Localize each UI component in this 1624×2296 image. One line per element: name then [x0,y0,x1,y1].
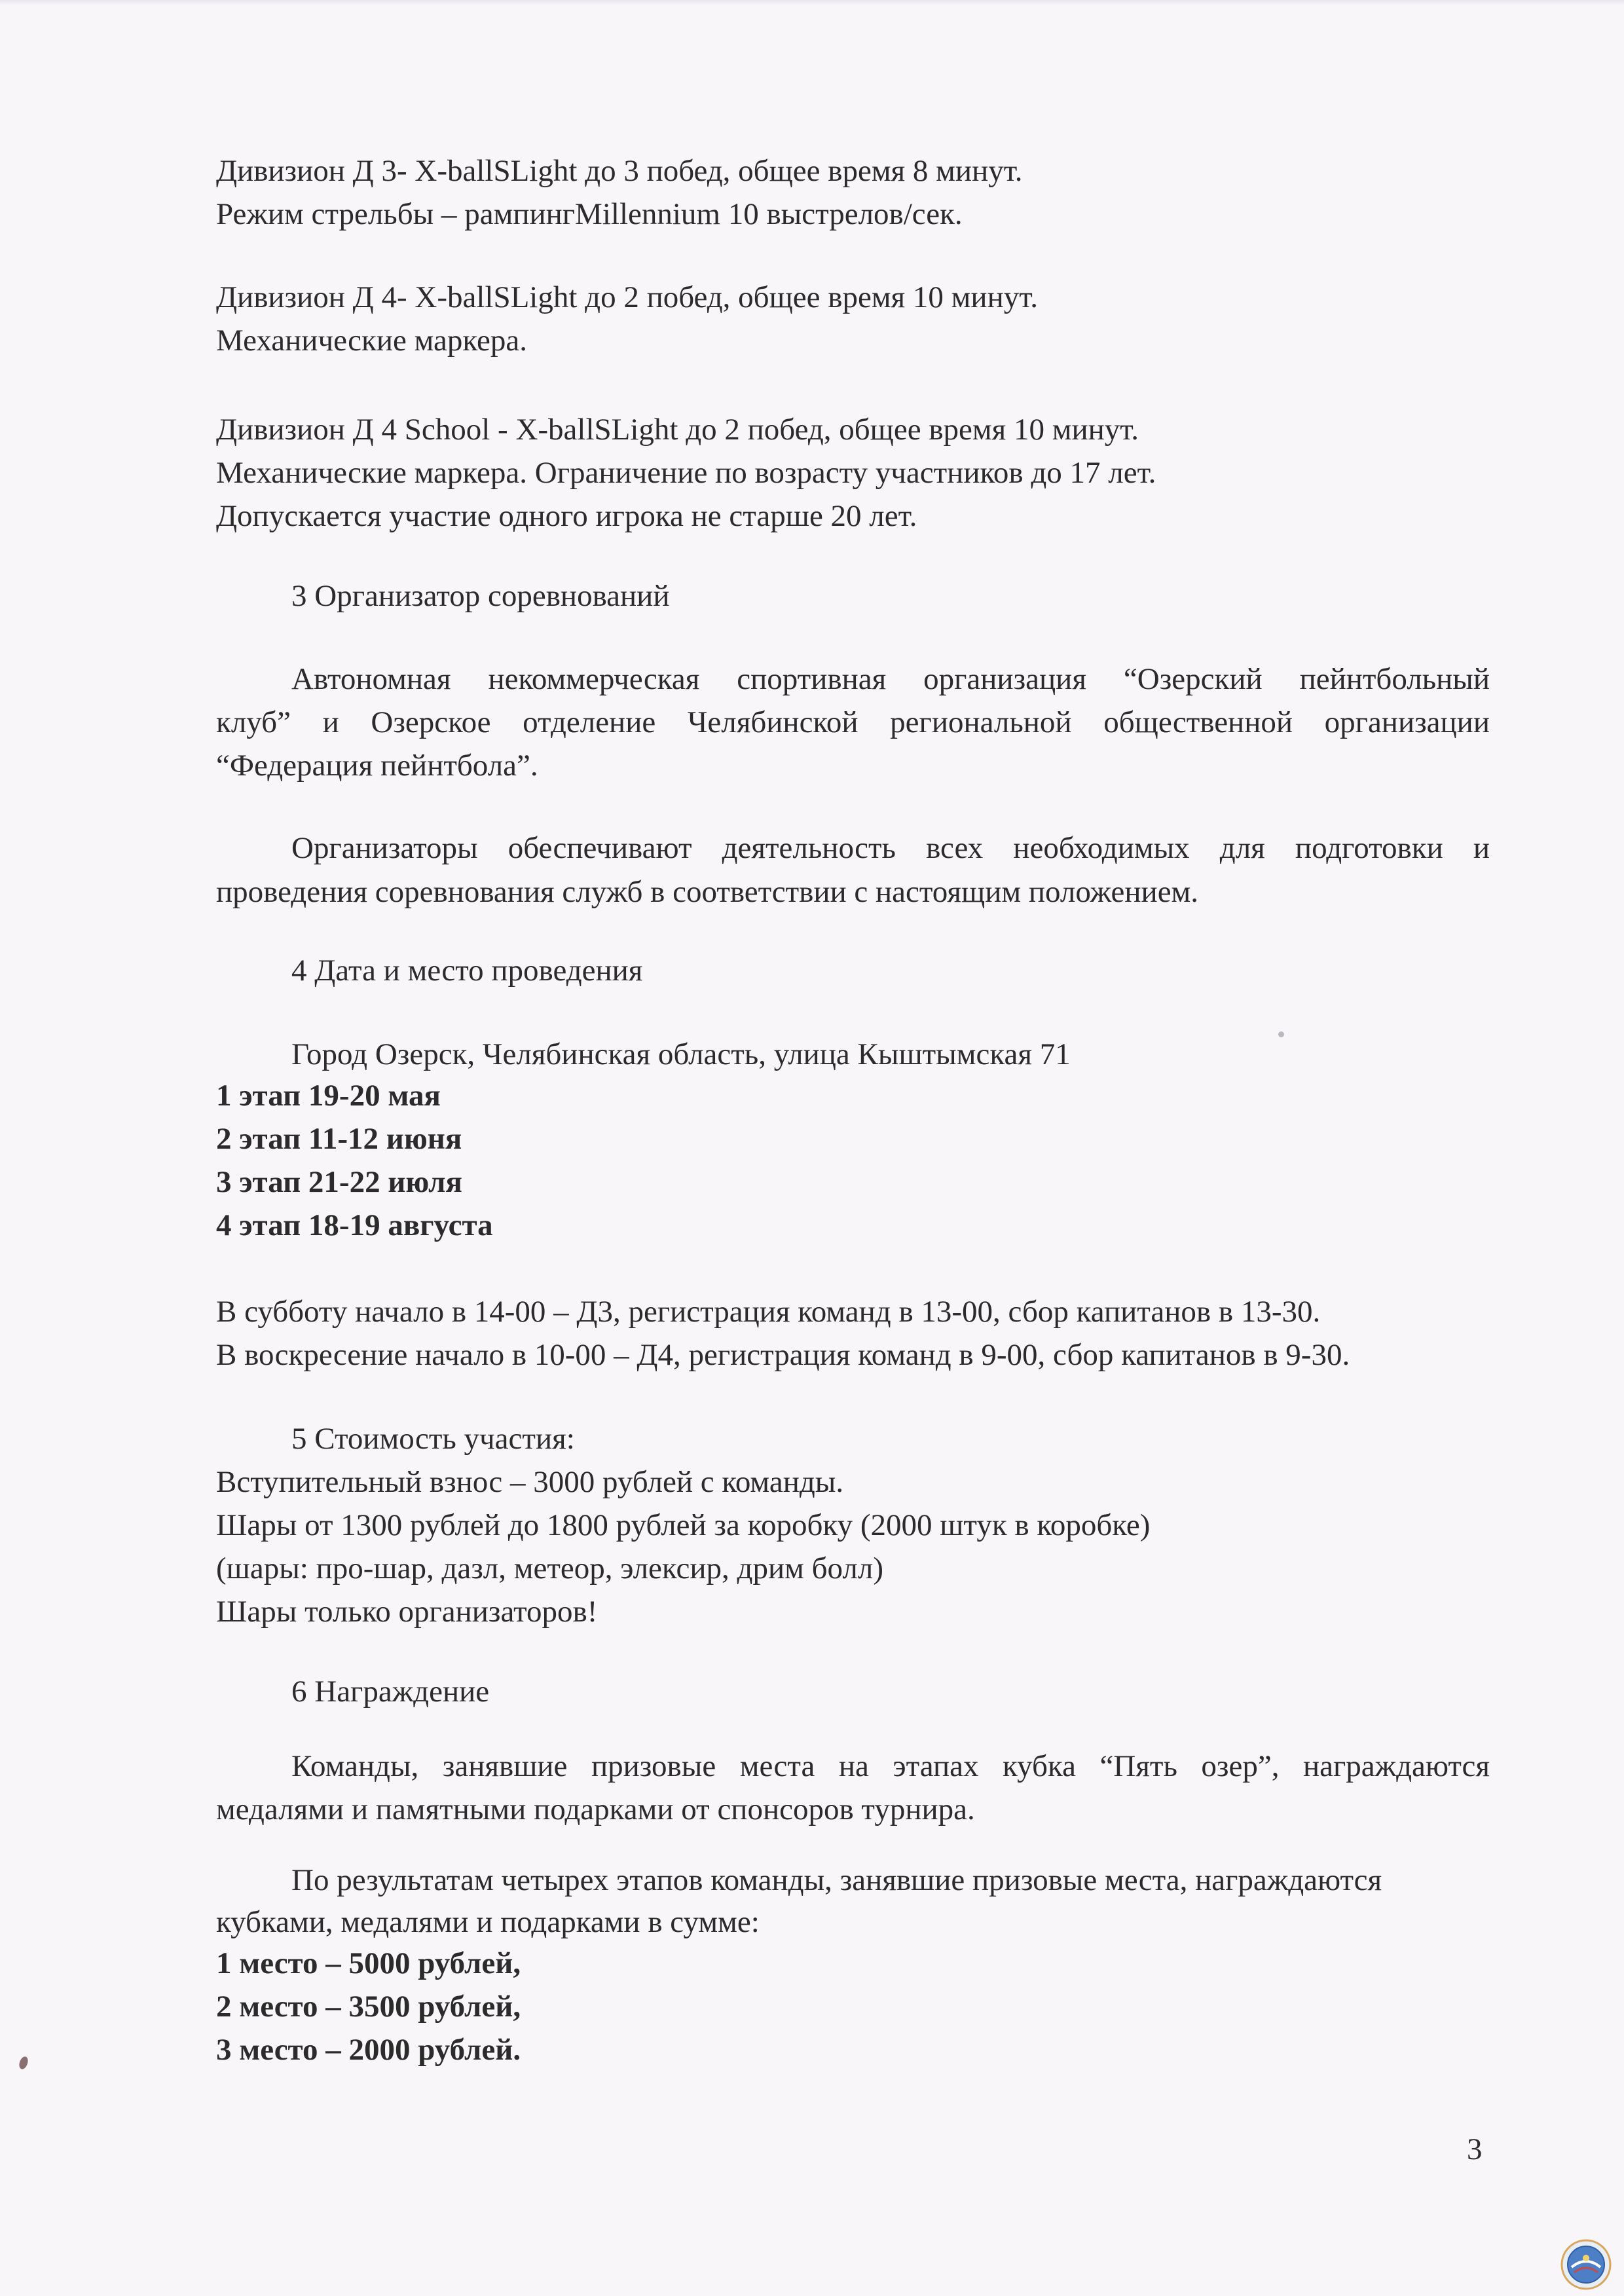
section-3-para-1-line: “Федерация пейнтбола”. [216,749,538,783]
section-5-balls-only: Шары только организаторов! [216,1595,598,1629]
section-5-balls-types: (шары: про-шар, дазл, метеор, элексир, дрим болл) [216,1551,883,1585]
stage-item: 1 этап 19-20 мая [216,1079,441,1113]
section-3-para-2-line: Организаторы обеспечивают деятельность всех необходимых для подготовки и [291,831,1490,865]
division-d4-school-title: Дивизион Д 4 School - X-ballSLight до 2 побед, общее время 10 минут. [216,413,1139,447]
ink-spot [18,2056,29,2071]
section-3-para-1-line: клуб” и Озерское отделение Челябинской региональной общественной организации [216,705,1490,739]
section-6-para-2-line: По результатам четырех этапов команды, занявшие призовые места, награждаются [291,1863,1382,1897]
section-6-para-1-line: медалями и памятными подарками от спонсоров турнира. [216,1792,975,1826]
section-5-fee: Вступительный взнос – 3000 рублей с команды. [216,1465,844,1499]
scan-edge-shadow [0,0,1624,5]
section-3-heading: 3 Организатор соревнований [291,579,670,613]
division-d4-markers: Механические маркера. [216,324,528,358]
division-d4-title: Дивизион Д 4- X-ballSLight до 2 побед, общее время 10 минут. [216,280,1038,314]
section-6-para-1-line: Команды, занявшие призовые места на этапах кубка “Пять озер”, награждаются [291,1749,1490,1783]
section-5-balls-price: Шары от 1300 рублей до 1800 рублей за коробку (2000 штук в коробке) [216,1508,1151,1542]
prize-item: 1 место – 5000 рублей, [216,1946,521,1980]
section-6-para-2-line: кубками, медалями и подарками в сумме: [216,1905,760,1939]
section-6-heading: 6 Награждение [291,1675,490,1709]
section-4-sunday: В воскресение начало в 10-00 – Д4, регистрация команд в 9-00, сбор капитанов в 9-30. [216,1338,1350,1372]
prize-item: 2 место – 3500 рублей, [216,1990,521,2024]
division-d4-school-exception: Допускается участие одного игрока не старше 20 лет. [216,499,917,533]
division-d4-school-restriction: Механические маркера. Ограничение по возрасту участников до 17 лет. [216,456,1156,490]
prize-item: 3 место – 2000 рублей. [216,2033,521,2067]
division-d3-title: Дивизион Д 3- X-ballSLight до 3 побед, общее время 8 минут. [216,154,1023,188]
section-4-saturday: В субботу начало в 14-00 – Д3, регистрация команд в 13-00, сбор капитанов в 13-30. [216,1295,1321,1329]
section-4-place: Город Озерск, Челябинская область, улица Кыштымская 71 [291,1037,1071,1071]
section-3-para-1-line: Автономная некоммерческая спортивная организация “Озерский пейнтбольный [291,662,1490,696]
dust-speck [1278,1031,1284,1037]
stage-item: 2 этап 11-12 июня [216,1122,462,1156]
division-d3-mode: Режим стрельбы – рампингMillennium 10 выстрелов/сек. [216,197,963,231]
section-4-heading: 4 Дата и место проведения [291,954,643,988]
stage-item: 3 этап 21-22 июля [216,1165,462,1199]
section-3-para-2-line: проведения соревнования служб в соответствии с настоящим положением. [216,875,1199,909]
round-seal-logo-icon [1560,2238,1612,2291]
section-5-heading: 5 Стоимость участия: [291,1422,575,1456]
stage-item: 4 этап 18-19 августа [216,1208,493,1242]
page-number: 3 [1467,2132,1483,2166]
